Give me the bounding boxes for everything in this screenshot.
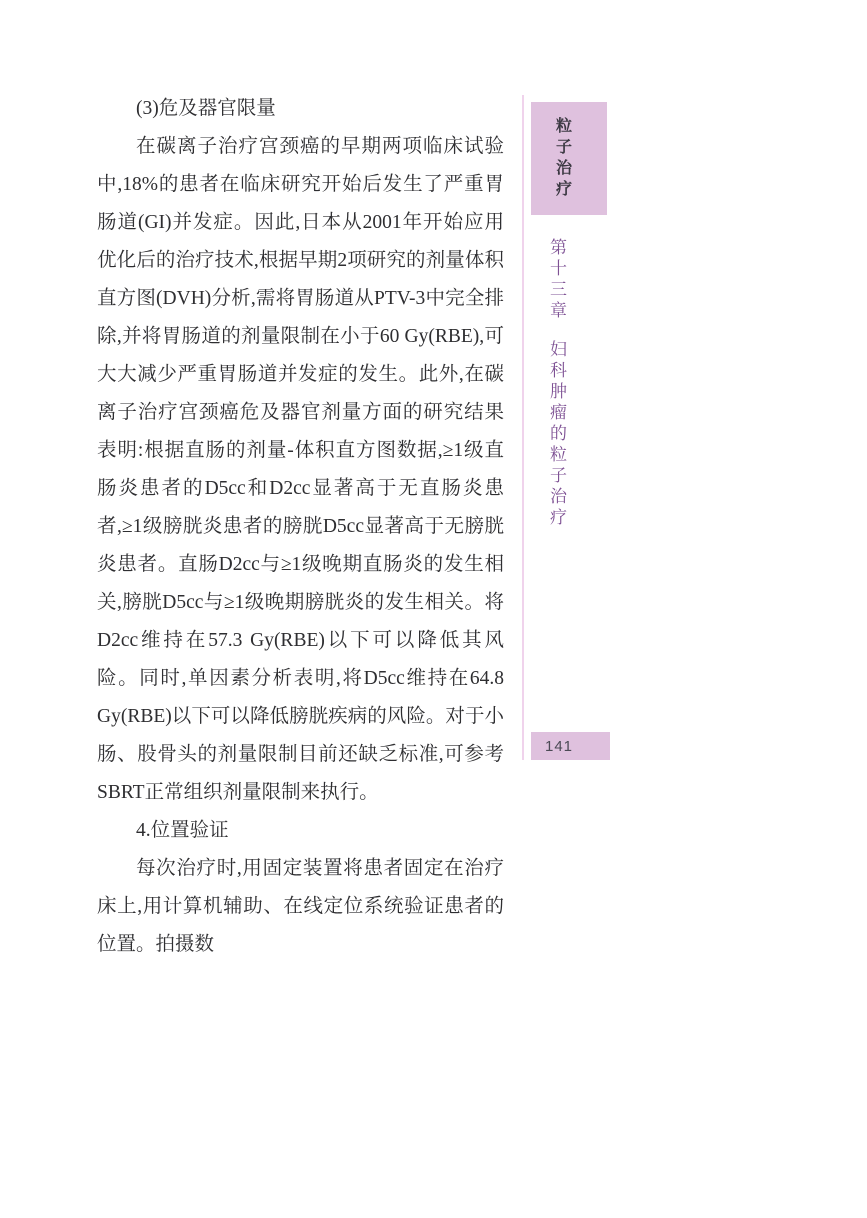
- page-number-box: [531, 732, 610, 760]
- sidebar-divider-line: [522, 95, 524, 760]
- section-heading: (3)危及器官限量: [136, 98, 276, 119]
- body-paragraph: 在碳离子治疗宫颈癌的早期两项临床试验中,18%的患者在临床研究开始后发生了严重胃肠道(GI)并发症。因此,日本从2001年开始应用优化后的治疗技术,根据早期2项研究的剂量体积直方图(DVH)分析,需将胃肠道从PTV-3中完全排除,并将胃肠道的剂量限制在小于60 Gy(RBE),可大大减少严重胃肠道并发症的发生。此外,在碳离子治疗宫颈癌危及器官剂量方面的研究结果表明:根据直肠的剂量-体积直方图数据,≥1级直肠炎患者的D5cc和D2cc显著高于无直肠炎患者,≥1级膀胱炎患者的膀胱D5cc显著高于无膀胱炎患者。直肠D2cc与≥1级晚期直肠炎的发生相关,膀胱D5cc与≥1级晚期膀胱炎的发生相关。将D2cc维持在57.3 Gy(RBE)以下可以降低其风险。同时,单因素分析表明,将D5cc维持在64.8 Gy(RBE)以下可以降低膀胱疾病的风险。对于小肠、股骨头的剂量限制目前还缺乏标准,可参考SBRT正常组织剂量限制来执行。: [97, 136, 504, 803]
- chapter-title: 妇科肿瘤的粒子治疗: [547, 340, 566, 529]
- chapter-number: 第十三章: [547, 238, 566, 322]
- chapter-label: [544, 238, 569, 529]
- body-paragraph: 每次治疗时,用固定装置将患者固定在治疗床上,用计算机辅助、在线定位系统验证患者的位置。拍摄数: [97, 858, 504, 955]
- subsection-heading: 4.位置验证: [136, 820, 229, 841]
- main-text-column: [97, 90, 504, 964]
- book-title-box: [531, 102, 607, 215]
- book-title: 粒子治疗: [553, 116, 571, 201]
- page-number: 141: [545, 737, 574, 755]
